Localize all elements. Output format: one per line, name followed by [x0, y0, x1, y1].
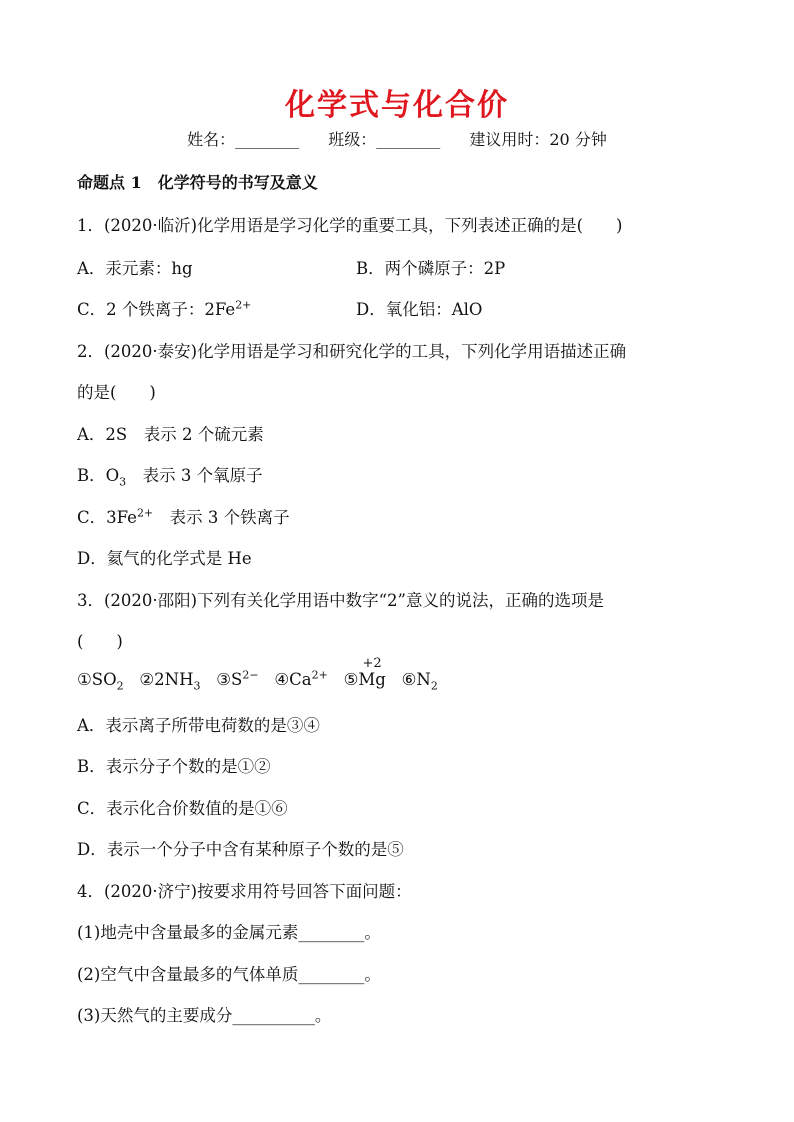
formula-3: ③S — [216, 670, 243, 689]
q2-option-d: D．氦气的化学式是 He — [77, 549, 252, 568]
formula-5: ⑤ — [343, 670, 359, 689]
formula-4: ④Ca — [274, 670, 312, 689]
q3-option-c: C．表示化合价数值的是①⑥ — [77, 799, 288, 818]
q2-option-b-sub: 3 — [119, 475, 127, 489]
q2-stem-line1: 2．(2020·泰安)化学用语是学习和研究化学的工具，下列化学用语描述正确 — [77, 342, 627, 361]
formula-5-valence-mark: +2 — [362, 656, 382, 671]
page-title: 化学式与化合价 — [285, 88, 509, 123]
formula-6-sub: 2 — [430, 679, 438, 693]
q4-sub-1: (1)地壳中含量最多的金属元素________。 — [77, 923, 381, 942]
q1-stem: 1．(2020·临沂)化学用语是学习化学的重要工具，下列表述正确的是( ) — [77, 216, 623, 235]
q3-option-b: B．表示分子个数的是①② — [77, 757, 271, 776]
q3-option-a: A．表示离子所带电荷数的是③④ — [77, 716, 320, 735]
q1-option-d: D．氧化铝：AlO — [356, 300, 483, 319]
q2-option-c-charge: 2+ — [136, 506, 154, 520]
q2-option-a: A．2S 表示 2 个硫元素 — [77, 425, 264, 444]
formula-5-element: Mg — [358, 670, 386, 689]
section-heading: 命题点 1 化学符号的书写及意义 — [77, 173, 318, 192]
q1-option-c — [77, 296, 251, 320]
q4-sub-3: (3)天然气的主要成分__________。 — [77, 1006, 332, 1025]
formula-5-valence — [358, 656, 386, 689]
q3-option-d: D．表示一个分子中含有某种原子个数的是⑤ — [77, 840, 404, 859]
q1-option-a: A．汞元素：hg — [77, 259, 193, 278]
formula-3-sup: 2− — [242, 668, 259, 682]
q3-formulas — [77, 656, 438, 693]
q1-option-b: B．两个磷原子：2P — [356, 259, 506, 278]
q3-stem-line1: 3．(2020·邵阳)下列有关化学用语中数字“2”意义的说法，正确的选项是 — [77, 591, 604, 610]
q2-stem-line2: 的是( ) — [77, 383, 156, 402]
formula-2-sub: 3 — [193, 679, 201, 693]
q2-option-b — [77, 462, 263, 489]
q4-stem: 4．(2020·济宁)按要求用符号回答下面问题： — [77, 882, 412, 901]
q2-option-c — [77, 504, 290, 528]
q3-stem-line2: ( ) — [77, 632, 123, 651]
q2-option-c-desc: 表示 3 个铁离子 — [153, 508, 290, 527]
formula-4-sup: 2+ — [311, 668, 328, 682]
q2-option-c-text: C．3Fe — [77, 508, 137, 527]
class-field-label: 班级：________ — [328, 130, 441, 149]
q2-option-b-desc: 表示 3 个氧原子 — [126, 466, 263, 485]
q2-option-b-text: B．O — [77, 466, 120, 485]
q1-option-c-text: C．2 个铁离子：2Fe — [77, 300, 236, 319]
time-label: 建议用时：20 分钟 — [469, 130, 607, 149]
q1-option-c-charge: 2+ — [235, 298, 252, 312]
formula-6: ⑥N — [401, 670, 431, 689]
name-field-label: 姓名：________ — [187, 130, 300, 149]
formula-2: ②2NH — [139, 670, 194, 689]
formula-1: ①SO — [77, 670, 117, 689]
header-meta — [0, 127, 794, 150]
q4-sub-2: (2)空气中含量最多的气体单质________。 — [77, 965, 381, 984]
formula-1-sub: 2 — [116, 679, 124, 693]
